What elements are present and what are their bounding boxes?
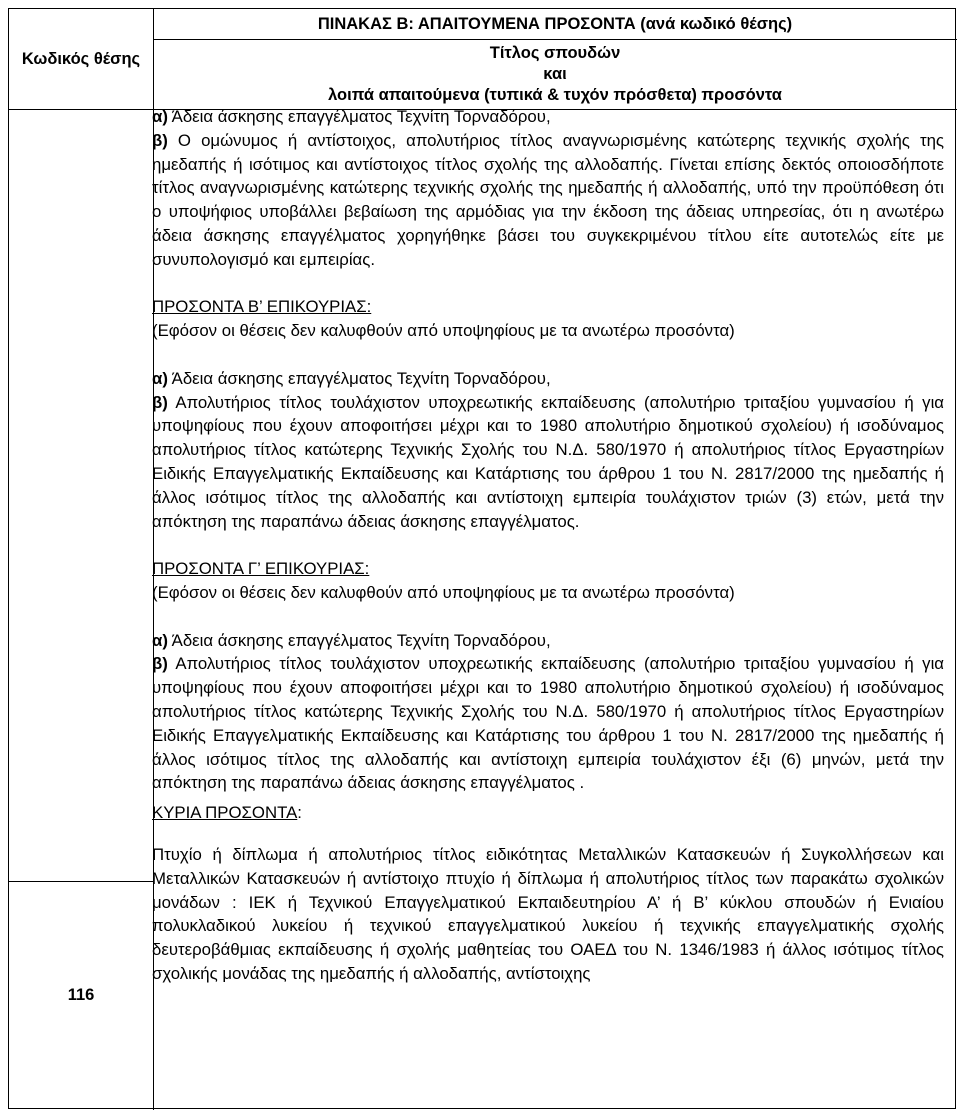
secondary-b-note: (Εφόσον οι θέσεις δεν καλυφθούν από υποψηφίους με τα ανωτέρω προσόντα) xyxy=(152,321,735,341)
item-label: β) xyxy=(152,130,168,150)
secondary-b-item-b xyxy=(152,391,944,534)
main-qualifications-text: Πτυχίο ή δίπλωμα ή απολυτήριος τίτλος ειδικότητας Μεταλλικών Κατασκευών ή Συγκολλήσεων και Μεταλλικών Κατασκευών ή αντίστοιχο πτυχίο ή δίπλωμα ή απολυτήριος τίτλος των παρακάτω σχολικών μονάδων : ΙΕΚ ή Τεχνικού Επαγγελματικού Εκπαιδευτηρίου Α’ ή Β’ κύκλου σπουδών ή Ενιαίου πολυκλαδικού λυκείου ή τεχνικού επαγγελματικού λυκείου ή τεχνικής επαγγελματικής σχολής δευτεροβάθμιας εκπαίδευσης ή σχολής μαθητείας του ΟΑΕΔ του Ν. 1346/1983 ή άλλος ισότιμος τίτλος σχολικής μονάδας της ημεδαπής ή αλλοδαπής, αντίστοιχης xyxy=(152,844,944,983)
secondary-c-item-a xyxy=(152,629,944,653)
item-text: Άδεια άσκησης επαγγέλματος Τεχνίτη Τορναδόρου, xyxy=(167,107,551,126)
section-heading: ΠΡΟΣΟΝΤΑ Γ’ ΕΠΙΚΟΥΡΙΑΣ: xyxy=(152,559,370,579)
primary-item-b xyxy=(152,129,944,272)
secondary-b-item-a xyxy=(152,367,944,391)
item-label: α) xyxy=(152,630,168,650)
qualifications-column-header xyxy=(153,39,957,109)
item-label: β) xyxy=(152,654,168,674)
item-label: α) xyxy=(152,107,168,126)
secondary-c-note: (Εφόσον οι θέσεις δεν καλυφθούν από υποψηφίους με τα ανωτέρω προσόντα) xyxy=(152,582,735,602)
qual-header-line-2: και xyxy=(543,64,567,83)
item-text: Απολυτήριος τίτλος τουλάχιστον υποχρεωτικής εκπαίδευσης (απολυτήριο τριταξίου γυμνασίου ή για υποψηφίους που έχουν αποφοιτήσει μέχρι και το 1980 απολυτήριο δημοτικού σχολείου) ή ισοδύναμος απολυτήριος τίτλος κατώτερης Τεχνικής Σχολής του Ν.Δ. 580/1970 ή απολυτήριος τίτλος Εργαστηρίων Ειδικής Επαγγελματικής Εκπαίδευσης και Κατάρτισης του άρθρου 1 του Ν. 2817/2000 της ημεδαπής ή άλλος ισότιμος τίτλος της αλλοδαπής και αντίστοιχη εμπειρία τουλάχιστον τριών (3) ετών, μετά την απόκτηση της παραπάνω άδειας άσκησης επαγγέλματος. xyxy=(152,392,944,531)
secondary-c-item-b xyxy=(152,652,944,795)
section-heading: ΠΡΟΣΟΝΤΑ Β’ ΕΠΙΚΟΥΡΙΑΣ: xyxy=(152,297,372,317)
secondary-b-heading xyxy=(152,295,944,319)
item-text: Απολυτήριος τίτλος τουλάχιστον υποχρεωτικής εκπαίδευσης (απολυτήριο τριταξίου γυμνασίου ή για υποψηφίους που έχουν αποφοιτήσει μέχρι και το 1980 απολυτήριο δημοτικού σχολείου) ή ισοδύναμος απολυτήριος τίτλος κατώτερης Τεχνικής Σχολής του Ν.Δ. 580/1970 ή απολυτήριος τίτλος Εργαστηρίων Ειδικής Επαγγελματικής Εκπαίδευσης και Κατάρτισης του άρθρου 1 του Ν. 2817/2000 της ημεδαπής ή άλλος ισότιμος τίτλος της αλλοδαπής και αντίστοιχη εμπειρία τουλάχιστον έξι (6) μηνών, μετά την απόκτηση της παραπάνω άδειας άσκησης επαγγέλματος . xyxy=(152,654,944,793)
item-text: Άδεια άσκησης επαγγέλματος Τεχνίτη Τορναδόρου, xyxy=(167,368,551,388)
item-label: α) xyxy=(152,368,168,388)
table-title: ΠΙΝΑΚΑΣ Β: ΑΠΑΙΤΟΥΜΕΝΑ ΠΡΟΣΟΝΤΑ (ανά κωδικό θέσης) xyxy=(317,14,793,33)
item-text: Ο ομώνυμος ή αντίστοιχος, απολυτήριος τίτλος αναγνωρισμένης κατώτερης τεχνικής σχολής της ημεδαπής ή ισότιμος και αντίστοιχος τίτλος σχολής της αλλοδαπής. Γίνεται επίσης δεκτός οποιοσδήποτε τίτλος αναγνωρισμένης κατώτερης τεχνικής σχολής της ημεδαπής ή αλλοδαπής, υπό την προϋπόθεση ότι ο υποψήφιος υποβάλλει βεβαίωση της αρμόδιας για την έκδοση της άδειας υπηρεσίας, ότι η ανωτέρω άδεια άσκησης επαγγέλματος χορηγήθηκε βάσει του συγκεκριμένου τίτλου είτε αυτοτελώς είτε με συνυπολογισμό και εμπειρίας. xyxy=(152,130,944,269)
item-label: β) xyxy=(152,392,168,412)
item-text: Άδεια άσκησης επαγγέλματος Τεχνίτη Τορναδόρου, xyxy=(167,630,551,650)
position-code: 116 xyxy=(67,986,95,1004)
code-column-header: Κωδικός θέσης xyxy=(21,49,141,68)
secondary-c-heading xyxy=(152,557,944,581)
qualifications-body xyxy=(152,105,944,986)
primary-item-a xyxy=(152,105,944,129)
section-heading: ΚΥΡΙΑ ΠΡΟΣΟΝΤΑ xyxy=(152,803,298,823)
qual-header-line-1: Τίτλος σπουδών xyxy=(489,43,621,62)
qual-header-line-3: λοιπά απαιτούμενα (τυπικά & τυχόν πρόσθετα) προσόντα xyxy=(328,85,782,104)
main-qualifications-heading xyxy=(152,801,944,825)
heading-colon: : xyxy=(297,803,302,823)
